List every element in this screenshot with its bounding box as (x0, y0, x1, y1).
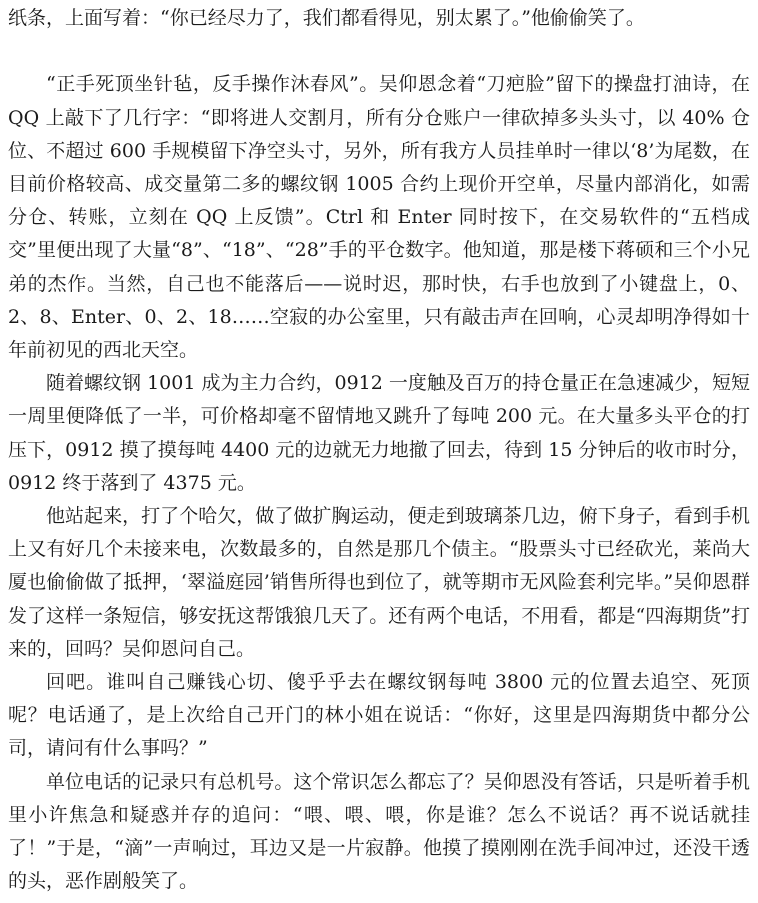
paragraph-phone-call: 回吧。谁叫自己赚钱心切、傻乎乎去在螺纹钢每吨 3800 元的位置去追空、死顶呢？电话通了，是上次给自己开门的林小姐在说话：“你好，这里是四海期货中都分公司，请问有什么事吗？” (8, 671, 750, 760)
paragraph-qq-instructions: “正手死顶坐针毡，反手操作沐春风”。吴仰恩念着“刀疤脸”留下的操盘打油诗，在 QQ 上敲下了几行字：“即将进人交割月，所有分仓账户一律砍掉多头头寸，以 40% 仓位、不超过 600 手规模留下净空头寸，另外，所有我方人员挂单时一律以‘8’为尾数，在目前价格较高、成交量第二多的螺纹钢 1005 合约上现价开空单，尽量内部消化，如需分仓、转账，立刻在 QQ 上反馈”。Ctrl 和 Enter 同时按下，在交易软件的“五档成交”里便出现了大量“8”、“18”、“28”手的平仓数字。他知道，那是楼下蒋硕和三个小兄弟的杰作。当然，自己也不能落后——说时迟，那时快，右手也放到了小键盘上，0、2、8、Enter、0、2、18……空寂的办公室里，只有敲击声在回响，心灵却明净得如十年前初见的西北天空。 (8, 73, 750, 362)
paragraph-ending: 单位电话的记录只有总机号。这个常识怎么都忘了？吴仰恩没有答话，只是听着手机里小许焦急和疑惑并存的追问：“喂、喂、喂，你是谁？怎么不说话？再不说话就挂了！”于是，“滴”一声响过，耳边又是一片寂静。他摸了摸刚刚在洗手间冲过，还没干透的头，恶作剧般笑了。 (8, 770, 750, 893)
paragraph-continuation: 纸条，上面写着：“你已经尽力了，我们都看得见，别太累了。”他偷偷笑了。 (8, 7, 645, 29)
paragraph-text-message: 他站起来，打了个哈欠，做了做扩胸运动，便走到玻璃茶几边，俯下身子，看到手机上又有好几个未接来电，次数最多的，自然是那几个债主。“股票头寸已经砍光，莱尚大厦也偷偷做了抵押，‘翠溢庭园’销售所得也到位了，就等期市无风险套利完毕。”吴仰恩群发了这样一条短信，够安抚这帮饿狼几天了。还有两个电话，不用看，都是“四海期货”打来的，回吗？吴仰恩问自己。 (8, 505, 750, 660)
paragraph-gap (8, 35, 750, 68)
paragraph-rebar-contract: 随着螺纹钢 1001 成为主力合约，0912 一度触及百万的持仓量正在急速减少，短短一周里便降低了一半，可价格却毫不留情地又跳升了每吨 200 元。在大量多头平仓的打压下，0912 摸了摸每吨 4400 元的边就无力地撤了回去，待到 15 分钟后的收市时分，0912 终于落到了 4375 元。 (8, 372, 750, 494)
